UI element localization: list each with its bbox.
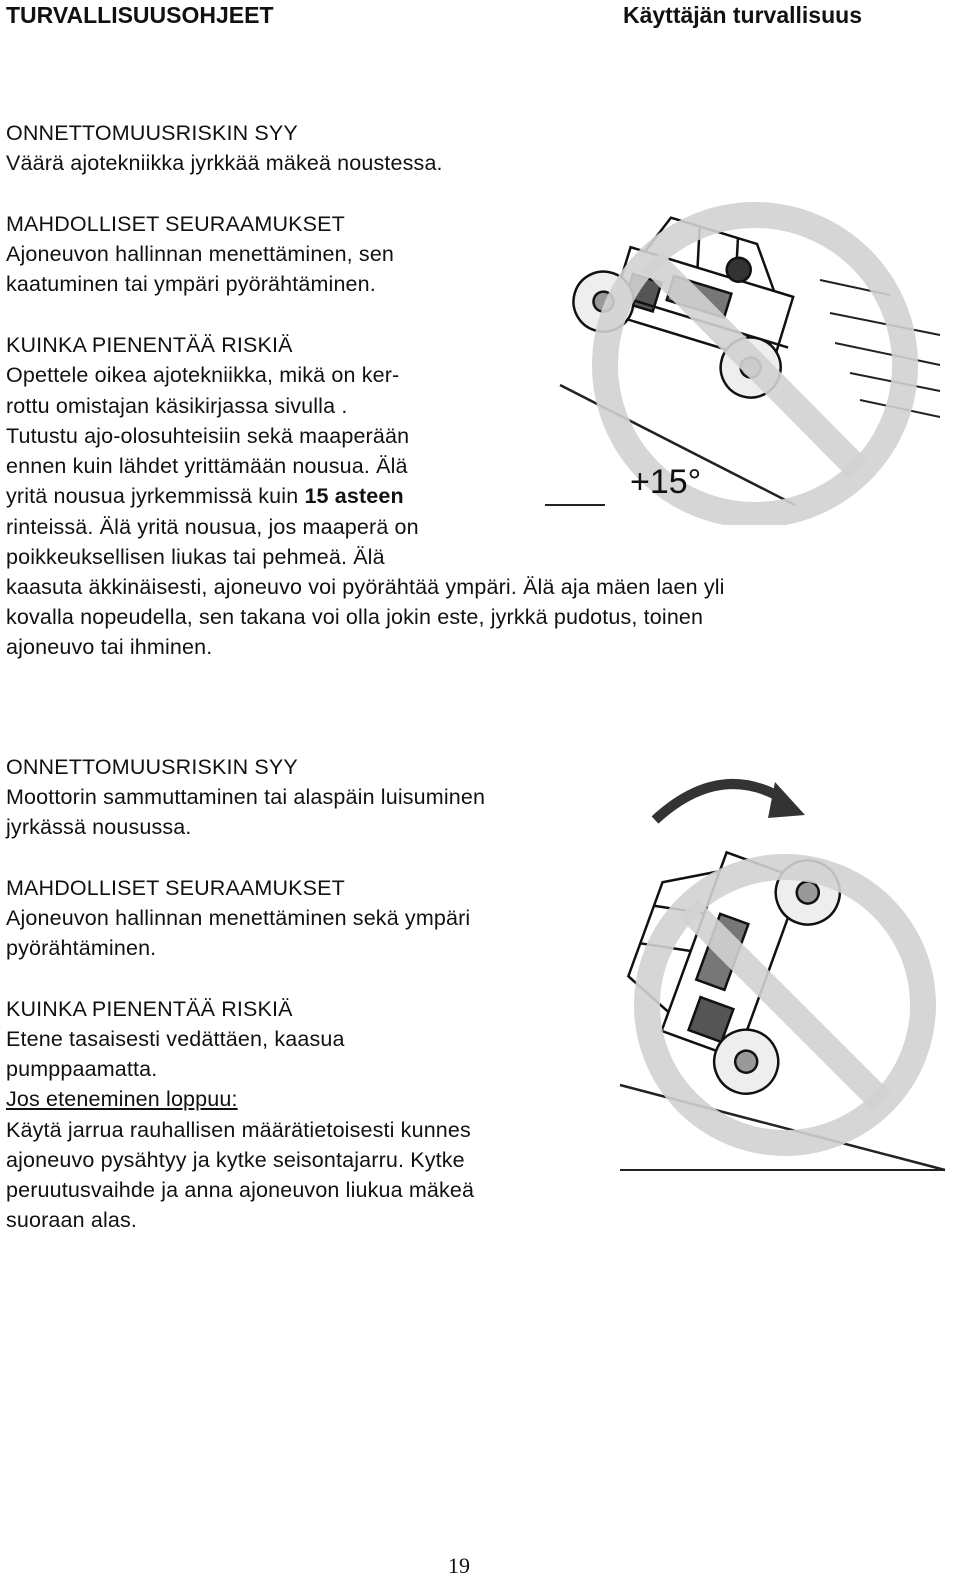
section1-reduce-line: rottu omistajan käsikirjassa sivulla . bbox=[6, 394, 348, 418]
section2-stop-line: peruutusvaihde ja anna ajoneuvon liukua mäkeä bbox=[6, 1178, 475, 1202]
section1-reduce-line: Opettele oikea ajotekniikka, mikä on ker- bbox=[6, 363, 400, 387]
section1-consequences-heading: MAHDOLLISET SEURAAMUKSET bbox=[6, 212, 345, 236]
section2-stop-heading: Jos eteneminen loppuu: bbox=[6, 1087, 238, 1111]
section2-stop-line: Käytä jarrua rauhallisen määrätietoisesti kunnes bbox=[6, 1118, 471, 1142]
section1-reduce-line: poikkeuksellisen liukas tai pehmeä. Älä bbox=[6, 545, 385, 569]
section2-reduce-line: Etene tasaisesti vedättäen, kaasua bbox=[6, 1027, 345, 1051]
page-number: 19 bbox=[448, 1553, 470, 1578]
section1-reduce-line: ennen kuin lähdet yrittämään nousua. Älä bbox=[6, 454, 408, 478]
section1-reduce-heading: KUINKA PIENENTÄÄ RISKIÄ bbox=[6, 333, 293, 357]
no-uphill-steep-slope-icon bbox=[530, 195, 950, 525]
section2-consequences-line: Ajoneuvon hallinnan menettäminen sekä ympäri bbox=[6, 906, 471, 930]
section2-cause-line: Moottorin sammuttaminen tai alaspäin luisuminen bbox=[6, 785, 486, 809]
header-title: TURVALLISUUSOHJEET bbox=[6, 2, 274, 28]
angle-label: +15° bbox=[630, 463, 702, 501]
section1-angle-limit: 15 asteen bbox=[304, 484, 404, 508]
section1-reduce-line bbox=[6, 481, 404, 511]
section2-reduce-line: pumppaamatta. bbox=[6, 1057, 158, 1081]
section2-cause-line: jyrkässä nousussa. bbox=[6, 815, 192, 839]
section1-reduce-line: kaasuta äkkinäisesti, ajoneuvo voi pyörähtää ympäri. Älä aja mäen laen yli bbox=[6, 575, 725, 599]
section1-cause-heading: ONNETTOMUUSRISKIN SYY bbox=[6, 121, 298, 145]
header-section: Käyttäjän turvallisuus bbox=[622, 2, 862, 28]
section2-stop-line: suoraan alas. bbox=[6, 1208, 138, 1232]
section1-reduce-text: yritä nousua jyrkemmissä kuin bbox=[6, 484, 305, 508]
section2-consequences-line: pyörähtäminen. bbox=[6, 936, 157, 960]
section1-cause-text: Väärä ajotekniikka jyrkkää mäkeä noustessa. bbox=[6, 151, 443, 175]
section2-stop-line: ajoneuvo pysähtyy ja kytke seisontajarru. Kytke bbox=[6, 1148, 465, 1172]
section1-consequences-line: Ajoneuvon hallinnan menettäminen, sen bbox=[6, 242, 395, 266]
section2-reduce-heading: KUINKA PIENENTÄÄ RISKIÄ bbox=[6, 997, 293, 1021]
section1-reduce-line: Tutustu ajo-olosuhteisiin sekä maaperään bbox=[6, 424, 410, 448]
section1-reduce-line: rinteissä. Älä yritä nousua, jos maaperä on bbox=[6, 515, 419, 539]
section2-consequences-heading: MAHDOLLISET SEURAAMUKSET bbox=[6, 876, 345, 900]
section1-consequences-line: kaatuminen tai ympäri pyörähtäminen. bbox=[6, 272, 376, 296]
no-backward-rollover-icon bbox=[600, 760, 950, 1185]
section1-reduce-line: kovalla nopeudella, sen takana voi olla jokin este, jyrkkä pudotus, toinen bbox=[6, 605, 704, 629]
section1-reduce-line: ajoneuvo tai ihminen. bbox=[6, 635, 213, 659]
section2-cause-heading: ONNETTOMUUSRISKIN SYY bbox=[6, 755, 298, 779]
